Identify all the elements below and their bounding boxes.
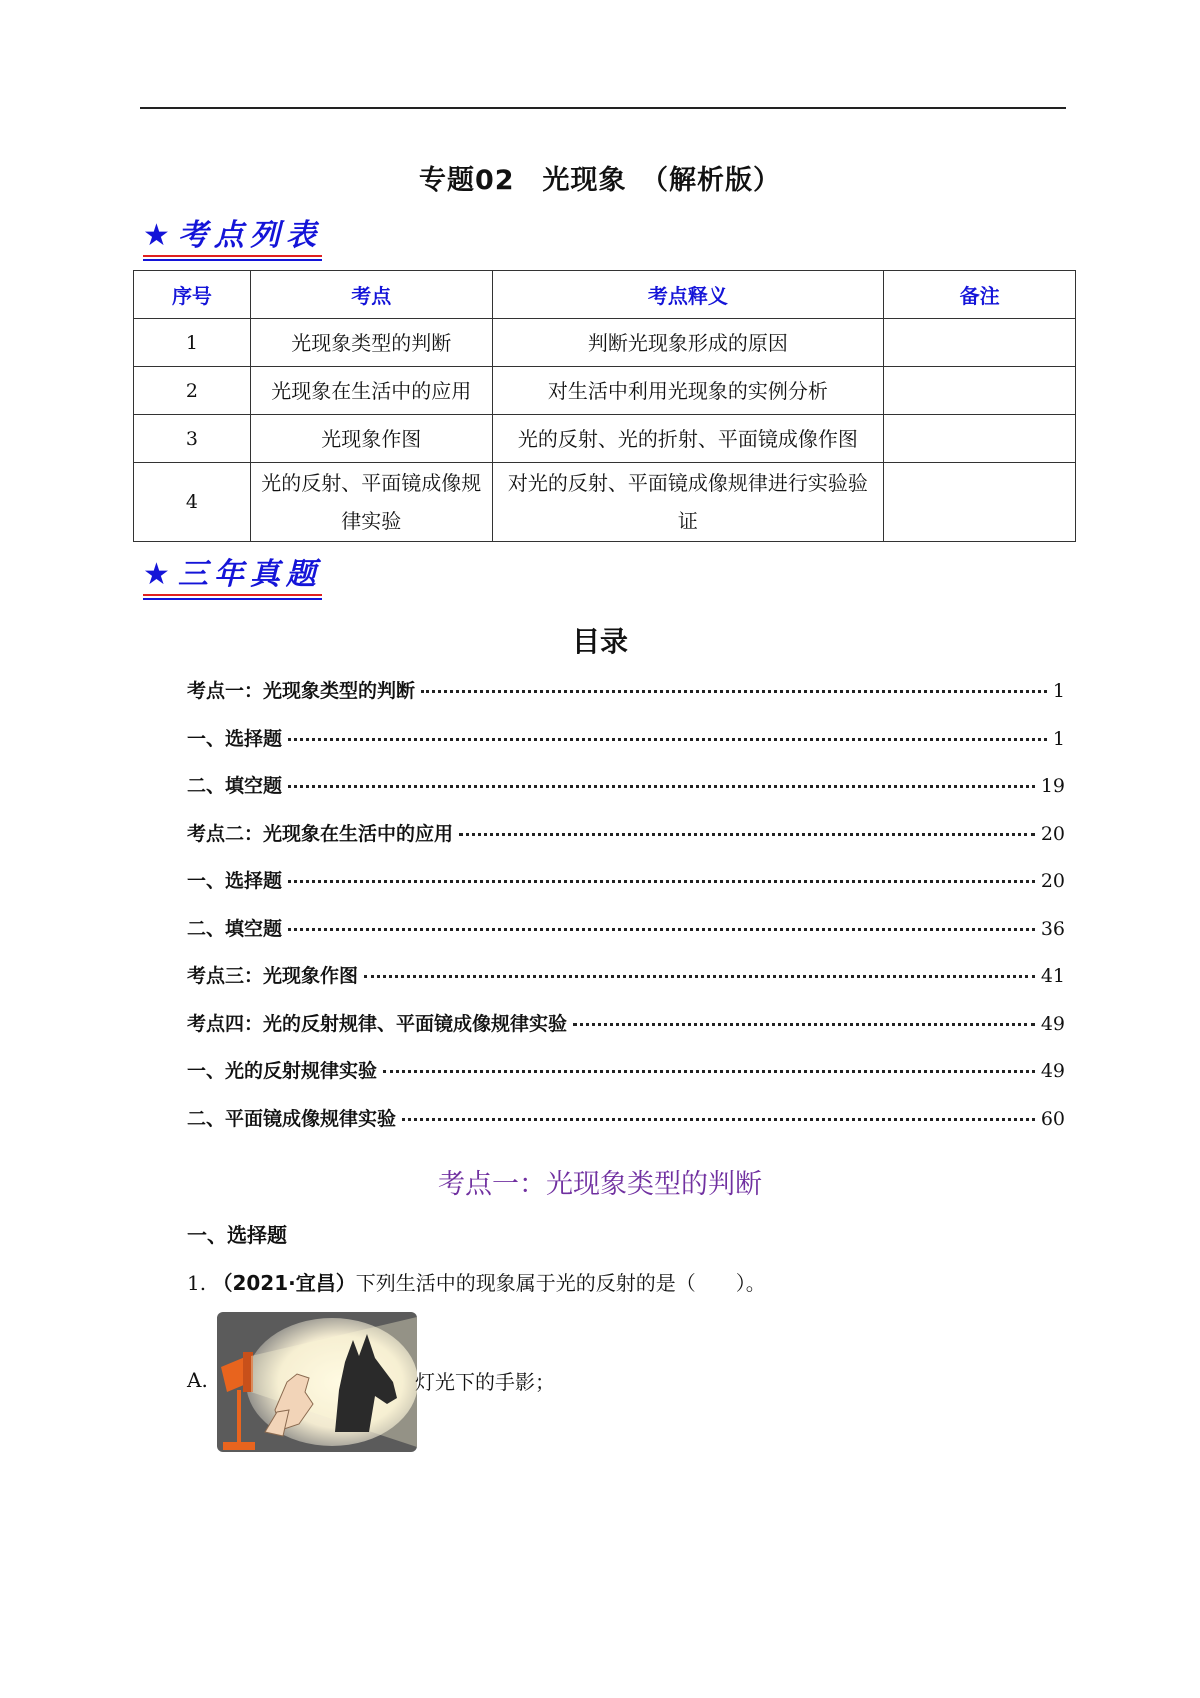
toc-entry-page: 19 — [1040, 775, 1065, 797]
option-a — [187, 1312, 787, 1452]
table-header-row — [134, 271, 1076, 319]
question-number: 1. — [187, 1271, 207, 1295]
row-description: 光的反射、光的折射、平面镜成像作图 — [492, 415, 884, 463]
toc-entry-label: 二、填空题 — [187, 917, 283, 940]
question-source: （2021·宜昌） — [212, 1271, 356, 1295]
toc-title: 目录 — [571, 625, 628, 658]
table-row — [134, 367, 1076, 415]
toc-entry[interactable] — [187, 914, 1065, 962]
row-number: 3 — [134, 415, 251, 463]
toc-entry-page: 36 — [1040, 917, 1065, 940]
toc-entry-label: 二、填空题 — [187, 775, 283, 797]
row-number: 2 — [134, 367, 251, 415]
question-text: 下列生活中的现象属于光的反射的是（ ）。 — [355, 1271, 766, 1295]
column-header: 考点释义 — [492, 271, 884, 319]
toc-entry-label: 一、选择题 — [187, 727, 283, 750]
column-header: 序号 — [134, 271, 251, 319]
toc-entry-label: 一、光的反射规律实验 — [187, 1060, 378, 1082]
option-text: 灯光下的手影； — [415, 1370, 555, 1394]
hand-shadow-image — [217, 1312, 417, 1452]
row-point: 光现象在生活中的应用 — [250, 367, 492, 415]
toc-entry-page: 1 — [1052, 727, 1065, 750]
star-icon: ★ — [143, 218, 176, 253]
toc-entry-page: 20 — [1040, 822, 1065, 845]
row-description: 对生活中利用光现象的实例分析 — [492, 367, 884, 415]
toc-entry[interactable] — [187, 1104, 1065, 1152]
column-header: 备注 — [884, 271, 1076, 319]
table-row — [134, 319, 1076, 367]
heading-exam-points-label: 考点列表 — [177, 218, 322, 253]
toc-entry-page: 49 — [1040, 1060, 1065, 1082]
column-header: 考点 — [250, 271, 492, 319]
row-description: 对光的反射、平面镜成像规律进行实验验证 — [492, 463, 884, 542]
toc-entry-label: 二、平面镜成像规律实验 — [187, 1107, 397, 1130]
toc-entry-page: 60 — [1040, 1107, 1065, 1130]
table-row — [134, 415, 1076, 463]
section-title: 考点一：光现象类型的判断 — [438, 1169, 762, 1200]
toc-entry[interactable] — [187, 819, 1065, 867]
toc-entry-label: 一、选择题 — [187, 870, 283, 892]
toc-entry[interactable] — [187, 866, 1065, 914]
row-note — [884, 415, 1076, 463]
exam-points-table — [133, 270, 1076, 542]
row-note — [884, 367, 1076, 415]
toc-entry[interactable] — [187, 724, 1065, 772]
table-of-contents — [187, 676, 1065, 1151]
row-point: 光现象作图 — [250, 415, 492, 463]
heading-three-years-label: 三年真题 — [177, 557, 322, 592]
toc-entry-page: 49 — [1040, 1012, 1065, 1035]
row-point: 光的反射、平面镜成像规律实验 — [250, 463, 492, 542]
row-description: 判断光现象形成的原因 — [492, 319, 884, 367]
row-number: 1 — [134, 319, 251, 367]
toc-entry[interactable] — [187, 676, 1065, 724]
row-note — [884, 463, 1076, 542]
toc-entry-label: 考点一：光现象类型的判断 — [187, 680, 416, 702]
toc-entry[interactable] — [187, 1009, 1065, 1057]
question-1 — [187, 1267, 766, 1296]
row-note — [884, 319, 1076, 367]
star-icon: ★ — [143, 557, 176, 592]
header-rule — [140, 107, 1066, 109]
toc-entry-label: 考点二：光现象在生活中的应用 — [187, 822, 454, 845]
section-subheading: 一、选择题 — [187, 1223, 287, 1247]
toc-entry-label: 考点四：光的反射规律、平面镜成像规律实验 — [187, 1012, 568, 1035]
toc-entry[interactable] — [187, 1056, 1065, 1104]
toc-entry[interactable] — [187, 961, 1065, 1009]
toc-entry-page: 41 — [1040, 965, 1065, 987]
heading-three-years — [143, 557, 322, 597]
toc-entry-page: 1 — [1052, 680, 1065, 702]
heading-exam-points — [143, 218, 322, 258]
toc-entry-page: 20 — [1040, 870, 1065, 892]
toc-entry-label: 考点三：光现象作图 — [187, 965, 359, 987]
row-number: 4 — [134, 463, 251, 542]
table-row — [134, 463, 1076, 542]
document-title: 专题02 光现象 （解析版） — [418, 165, 782, 196]
row-point: 光现象类型的判断 — [250, 319, 492, 367]
toc-entry[interactable] — [187, 771, 1065, 819]
option-letter: A. — [187, 1368, 208, 1392]
